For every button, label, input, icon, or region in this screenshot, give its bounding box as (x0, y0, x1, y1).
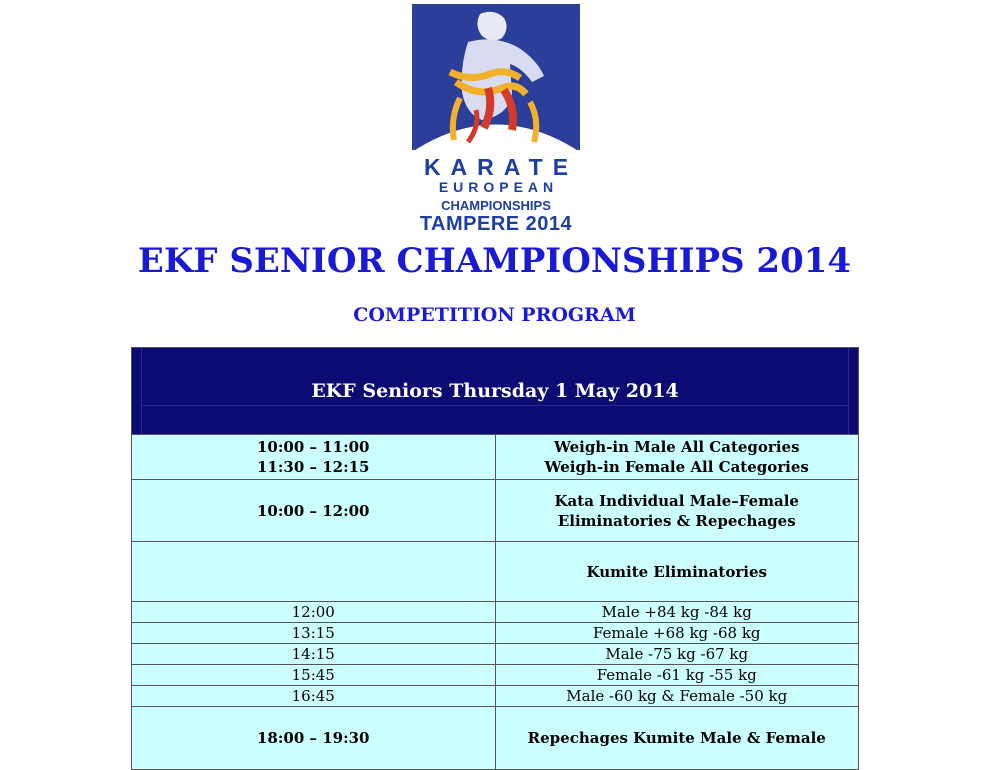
event-cell: Kumite Eliminatories (495, 542, 859, 602)
event-cell: Female +68 kg -68 kg (495, 623, 859, 644)
event-text: Weigh-in Male All Categories (553, 438, 800, 456)
table-row (132, 623, 859, 644)
time-cell: 14:15 (132, 644, 496, 665)
schedule-header-row (132, 348, 859, 435)
table-row (132, 542, 859, 602)
event-cell: Female -61 kg -55 kg (495, 665, 859, 686)
table-row (132, 435, 859, 480)
event-text: Weigh-in Female All Categories (544, 458, 809, 476)
event-cell: Repechages Kumite Male & Female (495, 707, 859, 770)
logo-city-year-text: TAMPERE 2014 (419, 213, 573, 235)
time-text: 11:30 – 12:15 (256, 458, 370, 476)
time-cell: 16:45 (132, 686, 496, 707)
competition-schedule-table (131, 347, 859, 770)
event-cell: Male +84 kg -84 kg (495, 602, 859, 623)
time-cell: 18:00 – 19:30 (132, 707, 496, 770)
time-text: 10:00 – 11:00 (256, 438, 370, 456)
logo-karate-text: KARATE (423, 154, 579, 180)
table-row (132, 665, 859, 686)
table-row (132, 644, 859, 665)
time-cell (132, 435, 496, 480)
page-subtitle: COMPETITION PROGRAM (353, 304, 636, 326)
time-cell: 10:00 – 12:00 (132, 480, 496, 542)
event-cell: Male -60 kg & Female -50 kg (495, 686, 859, 707)
time-cell: 12:00 (132, 602, 496, 623)
time-cell: 15:45 (132, 665, 496, 686)
schedule-header-cell (132, 348, 859, 435)
time-cell: 13:15 (132, 623, 496, 644)
table-row (132, 480, 859, 542)
table-row (132, 602, 859, 623)
header-divider (141, 405, 849, 406)
time-cell (132, 542, 496, 602)
event-cell: Male -75 kg -67 kg (495, 644, 859, 665)
schedule-day-heading: EKF Seniors Thursday 1 May 2014 (311, 380, 679, 402)
event-cell (495, 435, 859, 480)
championship-logo (404, 2, 588, 242)
table-row (132, 686, 859, 707)
event-cell: Kata Individual Male–Female Eliminatories & Repechages (495, 480, 859, 542)
table-row (132, 707, 859, 770)
page-title: EKF SENIOR CHAMPIONSHIPS 2014 (137, 241, 852, 281)
logo-championships-text: CHAMPIONSHIPS (441, 198, 551, 213)
karate-fighter-logo-icon (410, 2, 582, 152)
logo-european-text: EUROPEAN (438, 179, 559, 195)
